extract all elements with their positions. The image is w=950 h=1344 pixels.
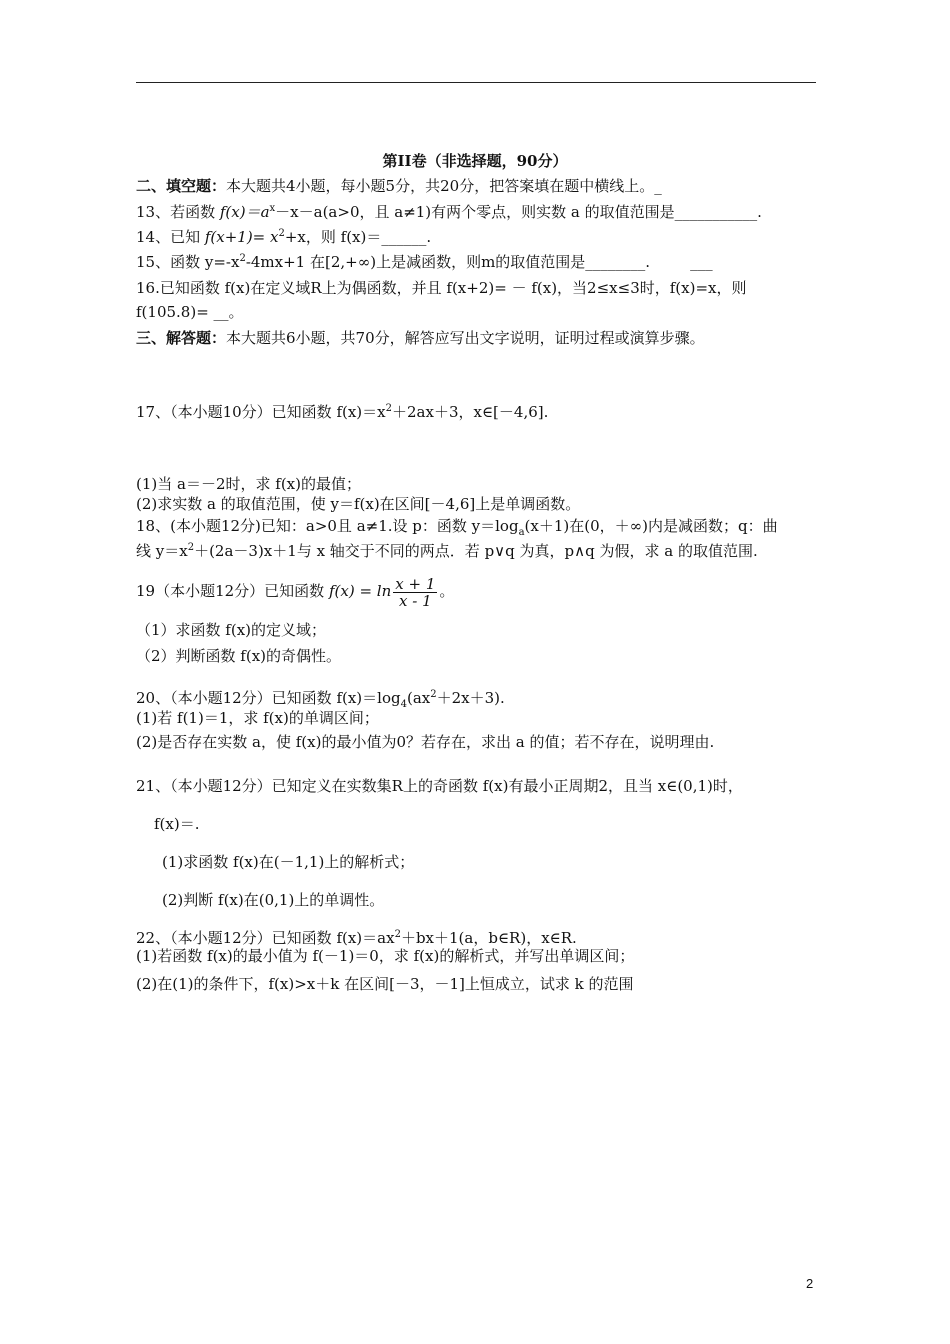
question-16-line-2: f(105.8)= __。 (136, 303, 244, 321)
header-rule (136, 82, 816, 83)
q19-end: 。 (439, 582, 455, 600)
question-18-line-1 (136, 516, 778, 536)
q17-text-a: 17、（本小题10分）已知函数 f(x)＝x (136, 403, 386, 421)
q20-sup: 2 (430, 689, 437, 700)
solve-heading: 三、解答题： (136, 329, 227, 347)
question-21: 21、（本小题12分）已知定义在实数集R上的奇函数 f(x)有最小正周期2，且当 x∈(0,1)时， (136, 777, 743, 795)
q14-text-c: +x，则 f(x)＝______. (284, 228, 432, 246)
question-22 (136, 928, 577, 948)
question-13 (136, 202, 762, 222)
q13-text-c: －x－a(a>0，且 a≠1)有两个零点，则实数 a 的取值范围是___________. (275, 203, 762, 221)
q17-sup: 2 (385, 403, 392, 414)
question-21-part-2: (2)判断 f(x)在(0,1)上的单调性。 (162, 891, 385, 909)
question-17-part-2: (2)求实数 a 的取值范围，使 y＝f(x)在区间[－4,6]上是单调函数。 (136, 495, 581, 513)
q18-sup: 2 (187, 542, 195, 553)
question-14 (136, 227, 431, 247)
q15-sup: 2 (239, 253, 246, 264)
question-19 (136, 574, 454, 609)
q19-formula-lhs: f(x) = ln (328, 582, 392, 600)
q17-text-b: ＋2ax＋3，x∈[－4,6]. (392, 403, 549, 421)
q19-numerator: x + 1 (395, 574, 436, 593)
q13-text-a: 13、若函数 (136, 203, 220, 221)
question-21-formula: f(x)＝. (154, 815, 200, 833)
q14-text-a: 14、已知 (136, 228, 205, 246)
question-16-line-1: 16.已知函数 f(x)在定义域R上为偶函数，并且 f(x+2)= － f(x)，当2≤x≤3时，f(x)=x，则 (136, 279, 747, 297)
q18-text-c: 线 y＝x (136, 542, 188, 560)
q19-fraction (393, 576, 437, 609)
q19-text: 19（本小题12分）已知函数 (136, 582, 325, 600)
fill-in-heading: 二、填空题： (136, 177, 227, 195)
question-21-part-1: (1)求函数 f(x)在(－1,1)上的解析式； (162, 853, 415, 871)
q18-text-a: 18、(本小题12分)已知：a>0且 a≠1.设 p：函数 y＝log (136, 517, 519, 535)
fill-in-heading-line (136, 176, 662, 196)
question-19-part-1: （1）求函数 f(x)的定义域； (136, 621, 327, 639)
q22-sup: 2 (394, 929, 401, 940)
question-15 (136, 252, 713, 272)
question-18-line-2 (136, 541, 758, 561)
q20-text-a: 20、（本小题12分）已知函数 f(x)＝log (136, 689, 401, 707)
q19-denominator: x - 1 (399, 591, 432, 610)
question-22-part-1: (1)若函数 f(x)的最小值为 f(－1)＝0，求 f(x)的解析式，并写出单调区间； (136, 947, 635, 965)
q20-text-c: ＋2x＋3). (436, 689, 505, 707)
solve-heading-line (136, 328, 705, 348)
q13-sup: x (269, 203, 276, 214)
q14-sup: 2 (278, 228, 285, 239)
q22-text-a: 22、（本小题12分）已知函数 f(x)＝ax (136, 929, 395, 947)
question-20-part-1: (1)若 f(1)＝1，求 f(x)的单调区间； (136, 709, 379, 727)
page-number: 2 (806, 1276, 814, 1291)
q13-text-b: f(x)＝a (219, 203, 270, 221)
q15-text-a: 15、函数 y=-x (136, 253, 240, 271)
solve-intro: 本大题共6小题，共70分，解答应写出文字说明，证明过程或演算步骤。 (226, 329, 705, 347)
question-20-part-2: (2)是否存在实数 a，使 f(x)的最小值为0？若存在，求出 a 的值；若不存在，说明理由. (136, 733, 715, 751)
q15-text-c: -4mx+1 在[2,+∞)上是减函数，则m的取值范围是________. (245, 253, 651, 271)
q14-text-b: f(x+1)= x (204, 228, 279, 246)
fill-in-intro: 本大题共4小题，每小题5分，共20分，把答案填在题中横线上。_ (226, 177, 662, 195)
q20-sub: 4 (400, 699, 407, 710)
q18-text-d: ＋(2a－3)x＋1与 x 轴交于不同的两点．若 p∨q 为真，p∧q 为假，求 a 的取值范围. (194, 542, 758, 560)
q20-text-b: (ax (406, 689, 431, 707)
q15-blank: ___ (690, 253, 713, 271)
question-20 (136, 688, 505, 708)
question-19-part-2: （2）判断函数 f(x)的奇偶性。 (136, 647, 342, 665)
question-17 (136, 402, 548, 422)
section-title: 第II卷（非选择题，90分） (382, 152, 568, 170)
q18-sub: a (518, 527, 525, 538)
question-22-part-2: (2)在(1)的条件下，f(x)>x＋k 在区间[－3，－1]上恒成立，试求 k 的范围 (136, 975, 634, 993)
q22-text-b: ＋bx＋1(a，b∈R)，x∈R. (400, 929, 577, 947)
question-17-part-1: (1)当 a＝－2时，求 f(x)的最值； (136, 475, 361, 493)
q18-text-b: (x＋1)在(0，＋∞)内是减函数；q：曲 (524, 517, 778, 535)
